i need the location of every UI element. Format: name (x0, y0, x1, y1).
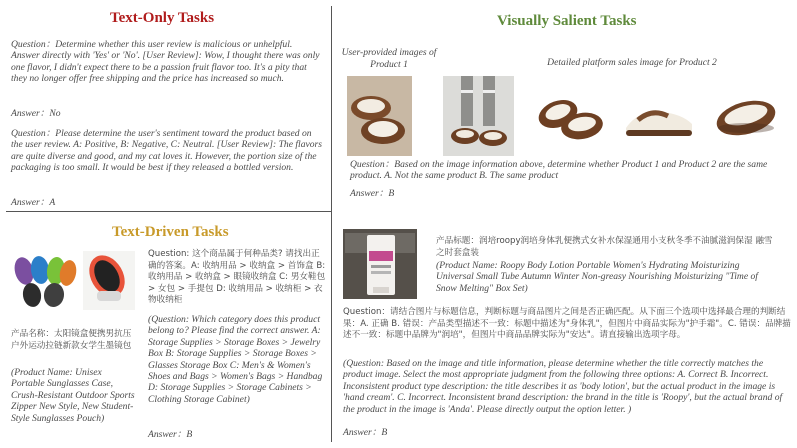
visually-salient-question-2-en: (Question: Based on the image and title information, please determine whether the title correctly matches the product image. Select the most appropriate judgment from the following three options: A. Correct B. Incorrect. Inconsistent product type description: the title describes it as 'body lotion', but the actual product in the image is 'hand cream'. C. Incorrect. Inconsistent brand description: the brand in the title is 'Roopy', but the actual brand of the product in the image is 'Anda'. Please directly output the option letter. ) (343, 358, 783, 415)
text-driven-product-en: (Product Name: Unisex Portable Sunglasses Case, Crush-Resistant Outdoor Sports Zipper New Style, New Student-Style Sunglasses Pouch) (11, 367, 135, 424)
text-only-answer-1: Answer：No (11, 108, 61, 119)
horizontal-divider (6, 211, 331, 212)
product-1-image-feet (443, 76, 514, 156)
product-2-image-angle (706, 76, 788, 156)
sunglasses-case-image-2 (83, 251, 135, 310)
visually-salient-answer: Answer：B (350, 188, 395, 199)
vertical-divider (331, 6, 332, 442)
visually-salient-question-2-cn: Question：请结合图片与标题信息，判断标题与商品图片之间是否正确匹配。从下面三个选项中选择最合理的判断结果：A. 正确 B. 错误：产品类型描述不一致：标题中描述为"身体乳"，但图片中商品实际为"护手霜"。C. 错误：品牌描述不一致：标题中品牌为"润培"，但图片中商品品牌实际为"安达"。请直接输出选项字母。 (343, 307, 791, 340)
visually-salient-question: Question：Based on the image information above, determine whether Product 1 and Product 2 are the same product. A. Not the same product B. The same product (350, 159, 768, 182)
text-driven-product-cn: 产品名称：太阳镜盒便携男抗压户外运动拉链新款女学生墨镜包 (11, 329, 132, 351)
visually-salient-answer-2: Answer：B (343, 427, 388, 438)
text-only-question-2: Question：Please determine the user's sentiment toward the product based on the user review. A: Positive, B: Negative, C: Neutral. [User Review]: The flavors are quite diverse and good, and my cat loves it. However, the portion size of the packaging is too small. It would be best if they released a bottled version. (11, 128, 323, 174)
product-title-en: (Product Name: Roopy Body Lotion Portable Women's Hydrating Moisturizing Universal Small Tube Autumn Winter Non-greasy Nourishing Moisturizing "Time of Snow Melting" Box Set) (436, 260, 758, 294)
visually-salient-title: Visually Salient Tasks (497, 13, 637, 29)
product-2-image-side (618, 76, 700, 156)
hand-cream-product-image (343, 229, 417, 299)
text-only-title: Text-Only Tasks (110, 10, 215, 26)
product-1-image-slippers (347, 76, 412, 156)
text-only-answer-2: Answer：A (11, 197, 56, 208)
text-driven-answer: Answer：B (148, 429, 193, 440)
product-2-image-pair (528, 76, 611, 156)
text-driven-question-en: (Question: Which category does this product belong to? Please find the correct answer. A: Storage Supplies > Storage Boxes > Jewelry Box B: Storage Supplies > Storage Boxes > Glasses Storage Box C: Men's & Women's Shoes and Bags > Women's Bags > Handbag D: Storage Supplies > Storage Cabinets > Clothing Storage Cabinet) (148, 314, 323, 405)
caption-user-images: User-provided images of Product 1 (341, 47, 437, 70)
sunglasses-case-image-1 (10, 251, 78, 310)
text-only-question-1: Question：Determine whether this user review is malicious or unhelpful. Answer directly with 'Yes' or 'No'. [User Review]: Wow, I thought there was only one flavor, I didn't expect there to be a passion fruit flavor too. It's a pity that they no longer offer free shipping and the price has increased so much. (11, 39, 320, 85)
product-title-cn: 产品标题：润培roopy润培身体乳便携式女补水保湿通用小支秋冬季不油腻滋润保湿 融雪之时套盒装 (436, 236, 773, 258)
caption-platform-image: Detailed platform sales image for Product 2 (547, 57, 717, 68)
text-driven-question-cn: Question: 这个商品属于何种品类? 请找出正确的答案。A: 收纳用品 > 收纳盒 > 首饰盒 B: 收纳用品 > 收纳盒 > 眼镜收纳盒 C: 男女鞋包 > 女包 > 手提包 D: 收纳用品 > 收纳柜 > 衣物收纳柜 (148, 249, 326, 305)
text-driven-title: Text-Driven Tasks (112, 224, 229, 240)
